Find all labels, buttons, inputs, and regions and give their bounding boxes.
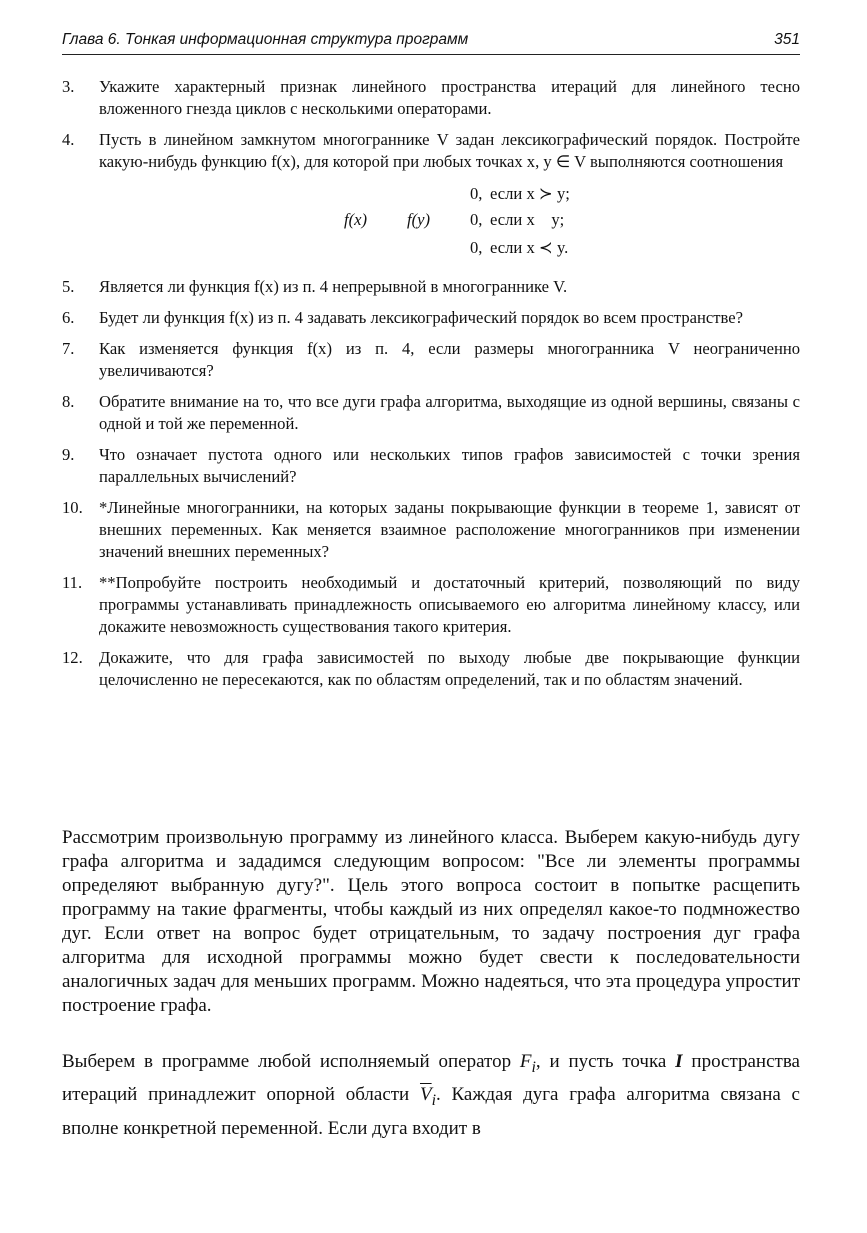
body-paragraph-2 — [62, 1048, 800, 1142]
region-symbol: $\overline{V}_i$ — [419, 1084, 436, 1110]
paragraph-text: , и пусть точка — [535, 1051, 676, 1072]
list-item — [62, 391, 800, 435]
list-item — [62, 307, 800, 329]
item-text: Является ли функция f(x) из п. 4 непрерывной в многограннике V. — [99, 277, 568, 296]
item-number: 3. — [62, 77, 75, 96]
case-value: 0, — [470, 210, 483, 229]
paragraph-text: пространства итераций принадлежит опорной области — [62, 1051, 800, 1106]
page-number: 351 — [774, 31, 800, 48]
item-text: Будет ли функция f(x) из п. 4 задавать лексикографический порядок во всем пространстве? — [99, 308, 743, 327]
list-item — [62, 497, 800, 563]
list-item — [62, 276, 800, 298]
item-text: *Линейные многогранники, на которых заданы покрывающие функции в теореме 1, зависят от внешних переменных. Как меняется взаимное расположение многогранников при изменении значений внешних переменных? — [99, 498, 800, 561]
piecewise-formula — [99, 177, 800, 267]
list-item — [62, 647, 800, 691]
item-text: Укажите характерный признак линейного пространства итераций для линейного тесно вложенного гнезда циклов с несколькими операторами. — [99, 77, 800, 118]
case-condition: если x ≻ y; — [490, 184, 570, 203]
operator-symbol: $F_i$ — [519, 1051, 536, 1076]
item-number: 9. — [62, 445, 75, 464]
item-number: 6. — [62, 308, 75, 327]
item-number: 7. — [62, 339, 75, 358]
item-number: 11. — [62, 573, 83, 592]
list-item — [62, 444, 800, 488]
item-number: 12. — [62, 648, 83, 667]
item-number: 4. — [62, 130, 75, 149]
item-text: Докажите, что для графа зависимостей по выходу любые две покрывающие функции целочисленно не пересекаются, как по областям определений, так и по областям значений. — [99, 648, 800, 689]
item-number: 8. — [62, 392, 75, 411]
item-number: 10. — [62, 498, 83, 517]
case-condition: если x y; — [490, 210, 565, 229]
formula-lhs: f(x) — [344, 210, 368, 229]
item-text: Обратите внимание на то, что все дуги графа алгоритма, выходящие из одной вершины, связаны с одной и той же переменной. — [99, 392, 800, 433]
case-value: 0, — [470, 238, 483, 257]
list-item — [62, 572, 800, 638]
body-paragraph-1: Рассмотрим произвольную программу из линейного класса. Выберем какую-нибудь дугу графа алгоритма и зададимся следующим вопросом: "Все ли элементы программы определяют выбранную дугу?". Цель этого вопроса состоит в попытке расщепить программу на такие фрагменты, чтобы каждый из них определял какое-то подмножество дуг. Если ответ на вопрос будет отрицательным, то задачу построения дуг графа алгоритма для исходной программы можно будет свести к последовательности аналогичных задач для меньших программ. Можно надеяться, что эта процедура упростит построение графа. — [62, 827, 800, 1016]
case-value: 0, — [470, 184, 483, 203]
chapter-title: Глава 6. Тонкая информационная структура программ — [62, 31, 469, 48]
paragraph-text: Выберем в программе любой исполняемый оператор — [62, 1051, 520, 1072]
item-number: 5. — [62, 277, 75, 296]
item-text: Пусть в линейном замкнутом многограннике V задан лексикографический порядок. Постройте какую-нибудь функцию f(x), для которой при любых точках x, y ∈ V выполняются соотношения — [99, 130, 800, 171]
item-text: Как изменяется функция f(x) из п. 4, если размеры многогранника V неограниченно увеличиваются? — [99, 339, 800, 380]
list-item — [62, 338, 800, 382]
point-symbol: I — [675, 1051, 683, 1072]
item-text: Что означает пустота одного или нескольких типов графов зависимостей с точки зрения параллельных вычислений? — [99, 445, 800, 486]
list-item — [62, 129, 800, 267]
page-header — [62, 30, 800, 55]
questions-list — [62, 76, 800, 691]
case-condition: если x ≺ y. — [490, 238, 569, 257]
paragraph-text: . Каждая дуга графа алгоритма связана с вполне конкретной переменной. Если дуга входит в — [62, 1084, 800, 1139]
item-text: **Попробуйте построить необходимый и достаточный критерий, позволяющий по виду программы устанавливать принадлежность описываемого ею алгоритма линейному классу, или докажите невозможность существования такого критерия. — [99, 573, 800, 636]
list-item — [62, 76, 800, 120]
formula-rhs: f(y) — [407, 210, 431, 229]
